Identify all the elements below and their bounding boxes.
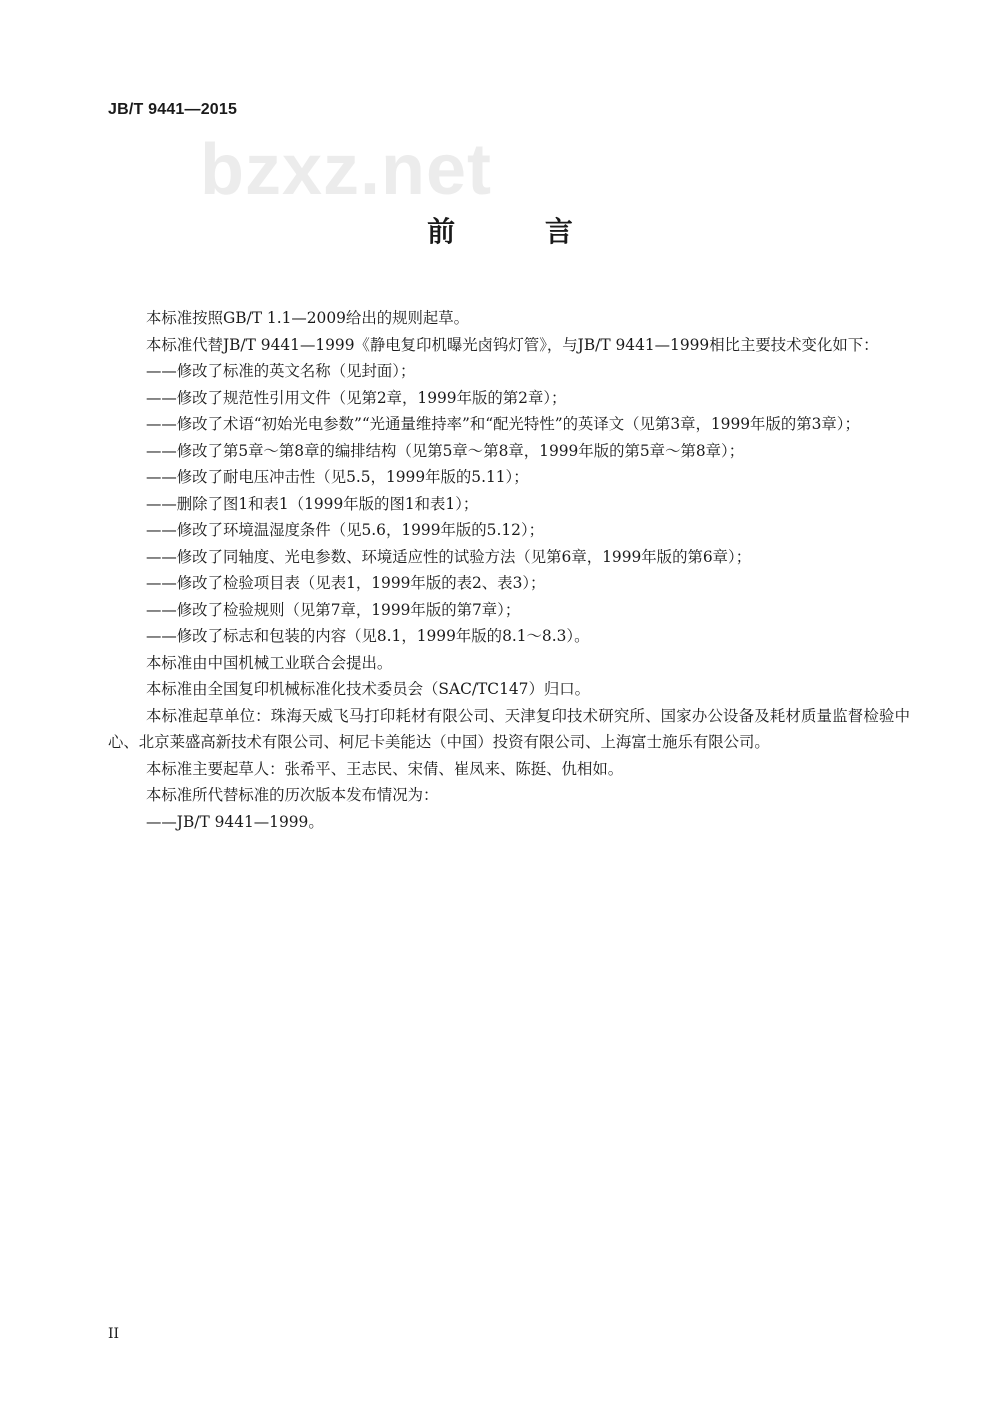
list-item: ——修改了标志和包装的内容（见8.1，1999年版的8.1～8.3）。 (146, 627, 590, 645)
list-item: ——修改了检验项目表（见表1，1999年版的表2、表3）； (146, 574, 546, 592)
page-number: II (108, 1326, 120, 1342)
list-item: ——修改了规范性引用文件（见第2章，1999年版的第2章）； (146, 388, 567, 407)
paragraph: 本标准主要起草人：张希平、王志民、宋倩、崔凤来、陈挺、仇相如。 (146, 759, 624, 778)
foreword-body (108, 305, 910, 835)
list-item: ——修改了检验规则（见第7章，1999年版的第7章）； (146, 600, 521, 619)
list-item: ——修改了术语“初始光电参数”“光通量维持率”和“配光特性”的英译文（见第3章，1999年版的第3章）； (146, 415, 860, 433)
list-item: ——修改了标准的英文名称（见封面）； (146, 362, 416, 380)
watermark: bzxz.net (200, 130, 493, 210)
list-item: ——JB/T 9441—1999。 (146, 812, 324, 831)
list-item: ——删除了图1和表1（1999年版的图1和表1）； (146, 494, 479, 513)
paragraph: 本标准由全国复印机械标准化技术委员会（SAC/TC147）归口。 (146, 680, 591, 698)
list-item: ——修改了同轴度、光电参数、环境适应性的试验方法（见第6章，1999年版的第6章）； (146, 547, 752, 566)
paragraph: 本标准由中国机械工业联合会提出。 (146, 653, 393, 672)
list-item: ——修改了耐电压冲击性（见5.5，1999年版的5.11）； (146, 468, 529, 486)
list-item: ——修改了第5章～第8章的编排结构（见第5章～第8章，1999年版的第5章～第8章）； (146, 441, 745, 460)
paragraph: 本标准所代替标准的历次版本发布情况为： (146, 786, 439, 804)
list-item: ——修改了环境温湿度条件（见5.6，1999年版的5.12）； (146, 521, 545, 539)
paragraph: 本标准起草单位：珠海天威飞马打印耗材有限公司、天津复印技术研究所、国家办公设备及耗材质量监督检验中心、北京莱盛高新技术有限公司、柯尼卡美能达（中国）投资有限公司、上海富士施乐有限公司。 (108, 706, 910, 751)
paragraph: 本标准代替JB/T 9441—1999《静电复印机曝光卤钨灯管》，与JB/T 9441—1999相比主要技术变化如下： (146, 335, 879, 354)
document-code: JB/T 9441—2015 (108, 101, 238, 118)
page-title: 前 言 (427, 215, 613, 248)
paragraph: 本标准按照GB/T 1.1—2009给出的规则起草。 (146, 309, 470, 327)
